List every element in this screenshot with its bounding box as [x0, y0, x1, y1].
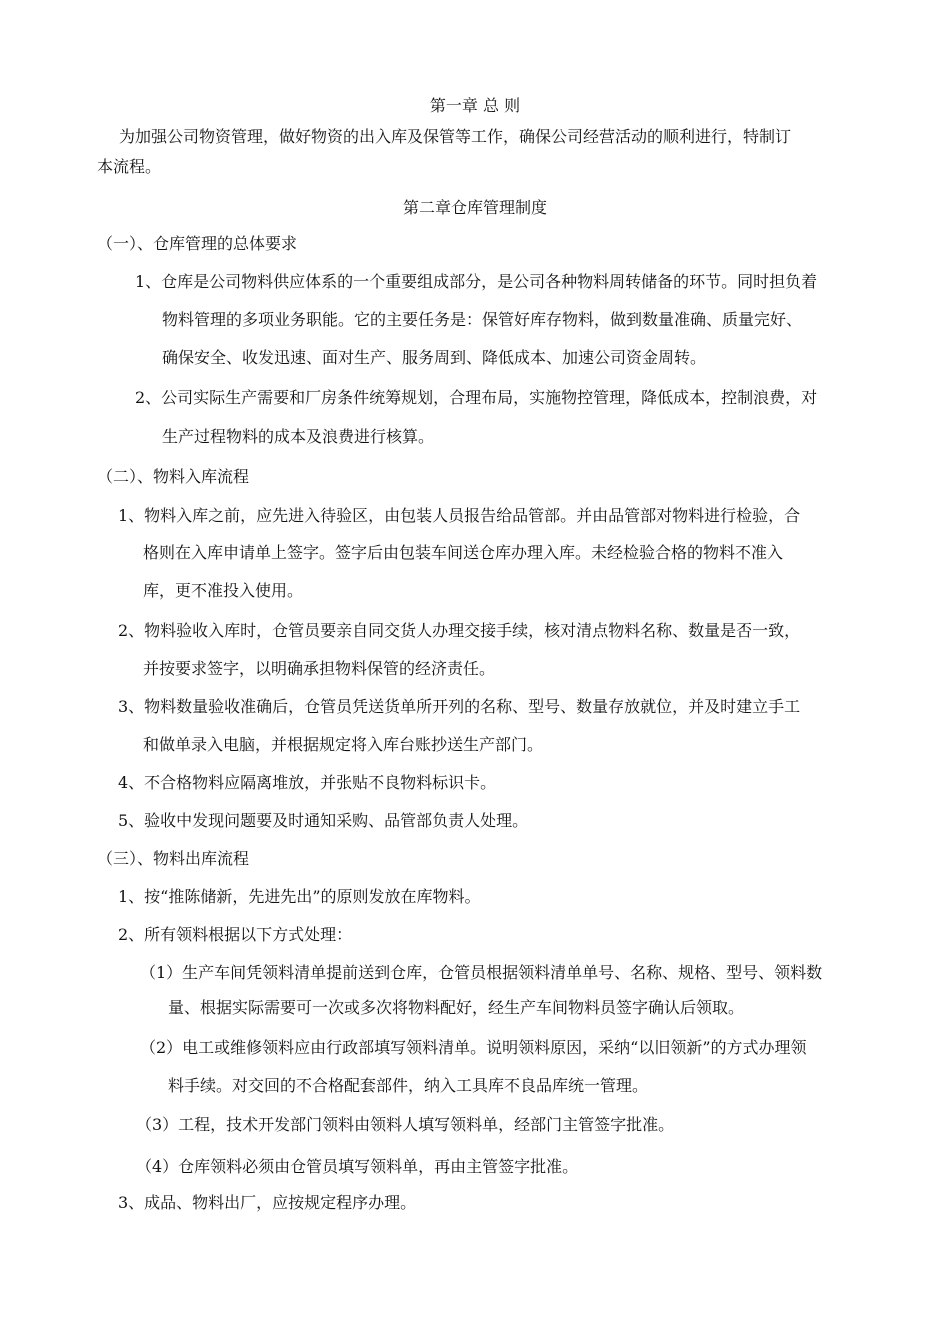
chapter1-title: 第一章 总 则 — [429, 96, 521, 115]
section2-item1-line2: 格则在入库申请单上签字。签字后由包装车间送仓库办理入库。未经检验合格的物料不准入 — [143, 543, 784, 562]
chapter1-paragraph-line1: 为加强公司物资管理，做好物资的出入库及保管等工作，确保公司经营活动的顺利进行，特制订 — [119, 127, 792, 146]
section1-item1-line3: 确保安全、收发迅速、面对生产、服务周到、降低成本、加速公司资金周转。 — [162, 348, 707, 367]
section1-item1-line1: 1、仓库是公司物料供应体系的一个重要组成部分，是公司各种物料周转储备的环节。同时担负着 — [135, 272, 818, 291]
section2-item5: 5、验收中发现问题要及时通知采购、品管部负责人处理。 — [118, 811, 529, 830]
section1-item2-line2: 生产过程物料的成本及浪费进行核算。 — [162, 427, 435, 446]
section1-item1-line2: 物料管理的多项业务职能。它的主要任务是：保管好库存物料，做到数量准确、质量完好、 — [162, 310, 803, 329]
section3-item3: 3、成品、物料出厂，应按规定程序办理。 — [118, 1193, 417, 1212]
chapter2-title: 第二章仓库管理制度 — [402, 198, 547, 217]
section3-sub2-line1: （2）电工或维修领料应由行政部填写领料清单。说明领料原因，采纳“以旧领新”的方式办理领 — [140, 1038, 807, 1057]
section3-sub4: （4）仓库领料必须由仓管员填写领料单，再由主管签字批准。 — [136, 1157, 579, 1176]
section3-sub2-line2: 料手续。对交回的不合格配套部件，纳入工具库不良品库统一管理。 — [168, 1076, 649, 1095]
section2-item3-line2: 和做单录入电脑，并根据规定将入库台账抄送生产部门。 — [143, 735, 544, 754]
chapter1-paragraph-line2: 本流程。 — [97, 157, 162, 176]
section3-sub1-line2: 量、根据实际需要可一次或多次将物料配好，经生产车间物料员签字确认后领取。 — [168, 998, 745, 1017]
section2-item1-line1: 1、物料入库之前，应先进入待验区，由包装人员报告给品管部。并由品管部对物料进行检验，合 — [118, 506, 801, 525]
section2-item3-line1: 3、物料数量验收准确后，仓管员凭送货单所开列的名称、型号、数量存放就位，并及时建立手工 — [118, 697, 801, 716]
section1-heading: （一）、仓库管理的总体要求 — [97, 234, 298, 253]
section2-item4: 4、不合格物料应隔离堆放，并张贴不良物料标识卡。 — [118, 773, 497, 792]
section3-sub3: （3）工程，技术开发部门领料由领料人填写领料单，经部门主管签字批准。 — [136, 1115, 675, 1134]
section3-item2: 2、所有领料根据以下方式处理： — [118, 925, 353, 944]
section2-item1-line3: 库，更不准投入使用。 — [143, 581, 304, 600]
section2-item2-line1: 2、物料验收入库时，仓管员要亲自同交货人办理交接手续，核对清点物料名称、数量是否一致， — [118, 621, 801, 640]
section3-sub1-line1: （1）生产车间凭领料清单提前送到仓库，仓管员根据领料清单单号、名称、规格、型号、领料数 — [140, 963, 823, 982]
section2-heading: （二）、物料入库流程 — [97, 467, 250, 486]
section3-item1: 1、按“推陈储新，先进先出”的原则发放在库物料。 — [118, 887, 481, 906]
section3-heading: （三）、物料出库流程 — [97, 849, 250, 868]
section1-item2-line1: 2、公司实际生产需要和厂房条件统筹规划，合理布局，实施物控管理，降低成本，控制浪费，对 — [135, 388, 818, 407]
section2-item2-line2: 并按要求签字，以明确承担物料保管的经济责任。 — [143, 659, 496, 678]
